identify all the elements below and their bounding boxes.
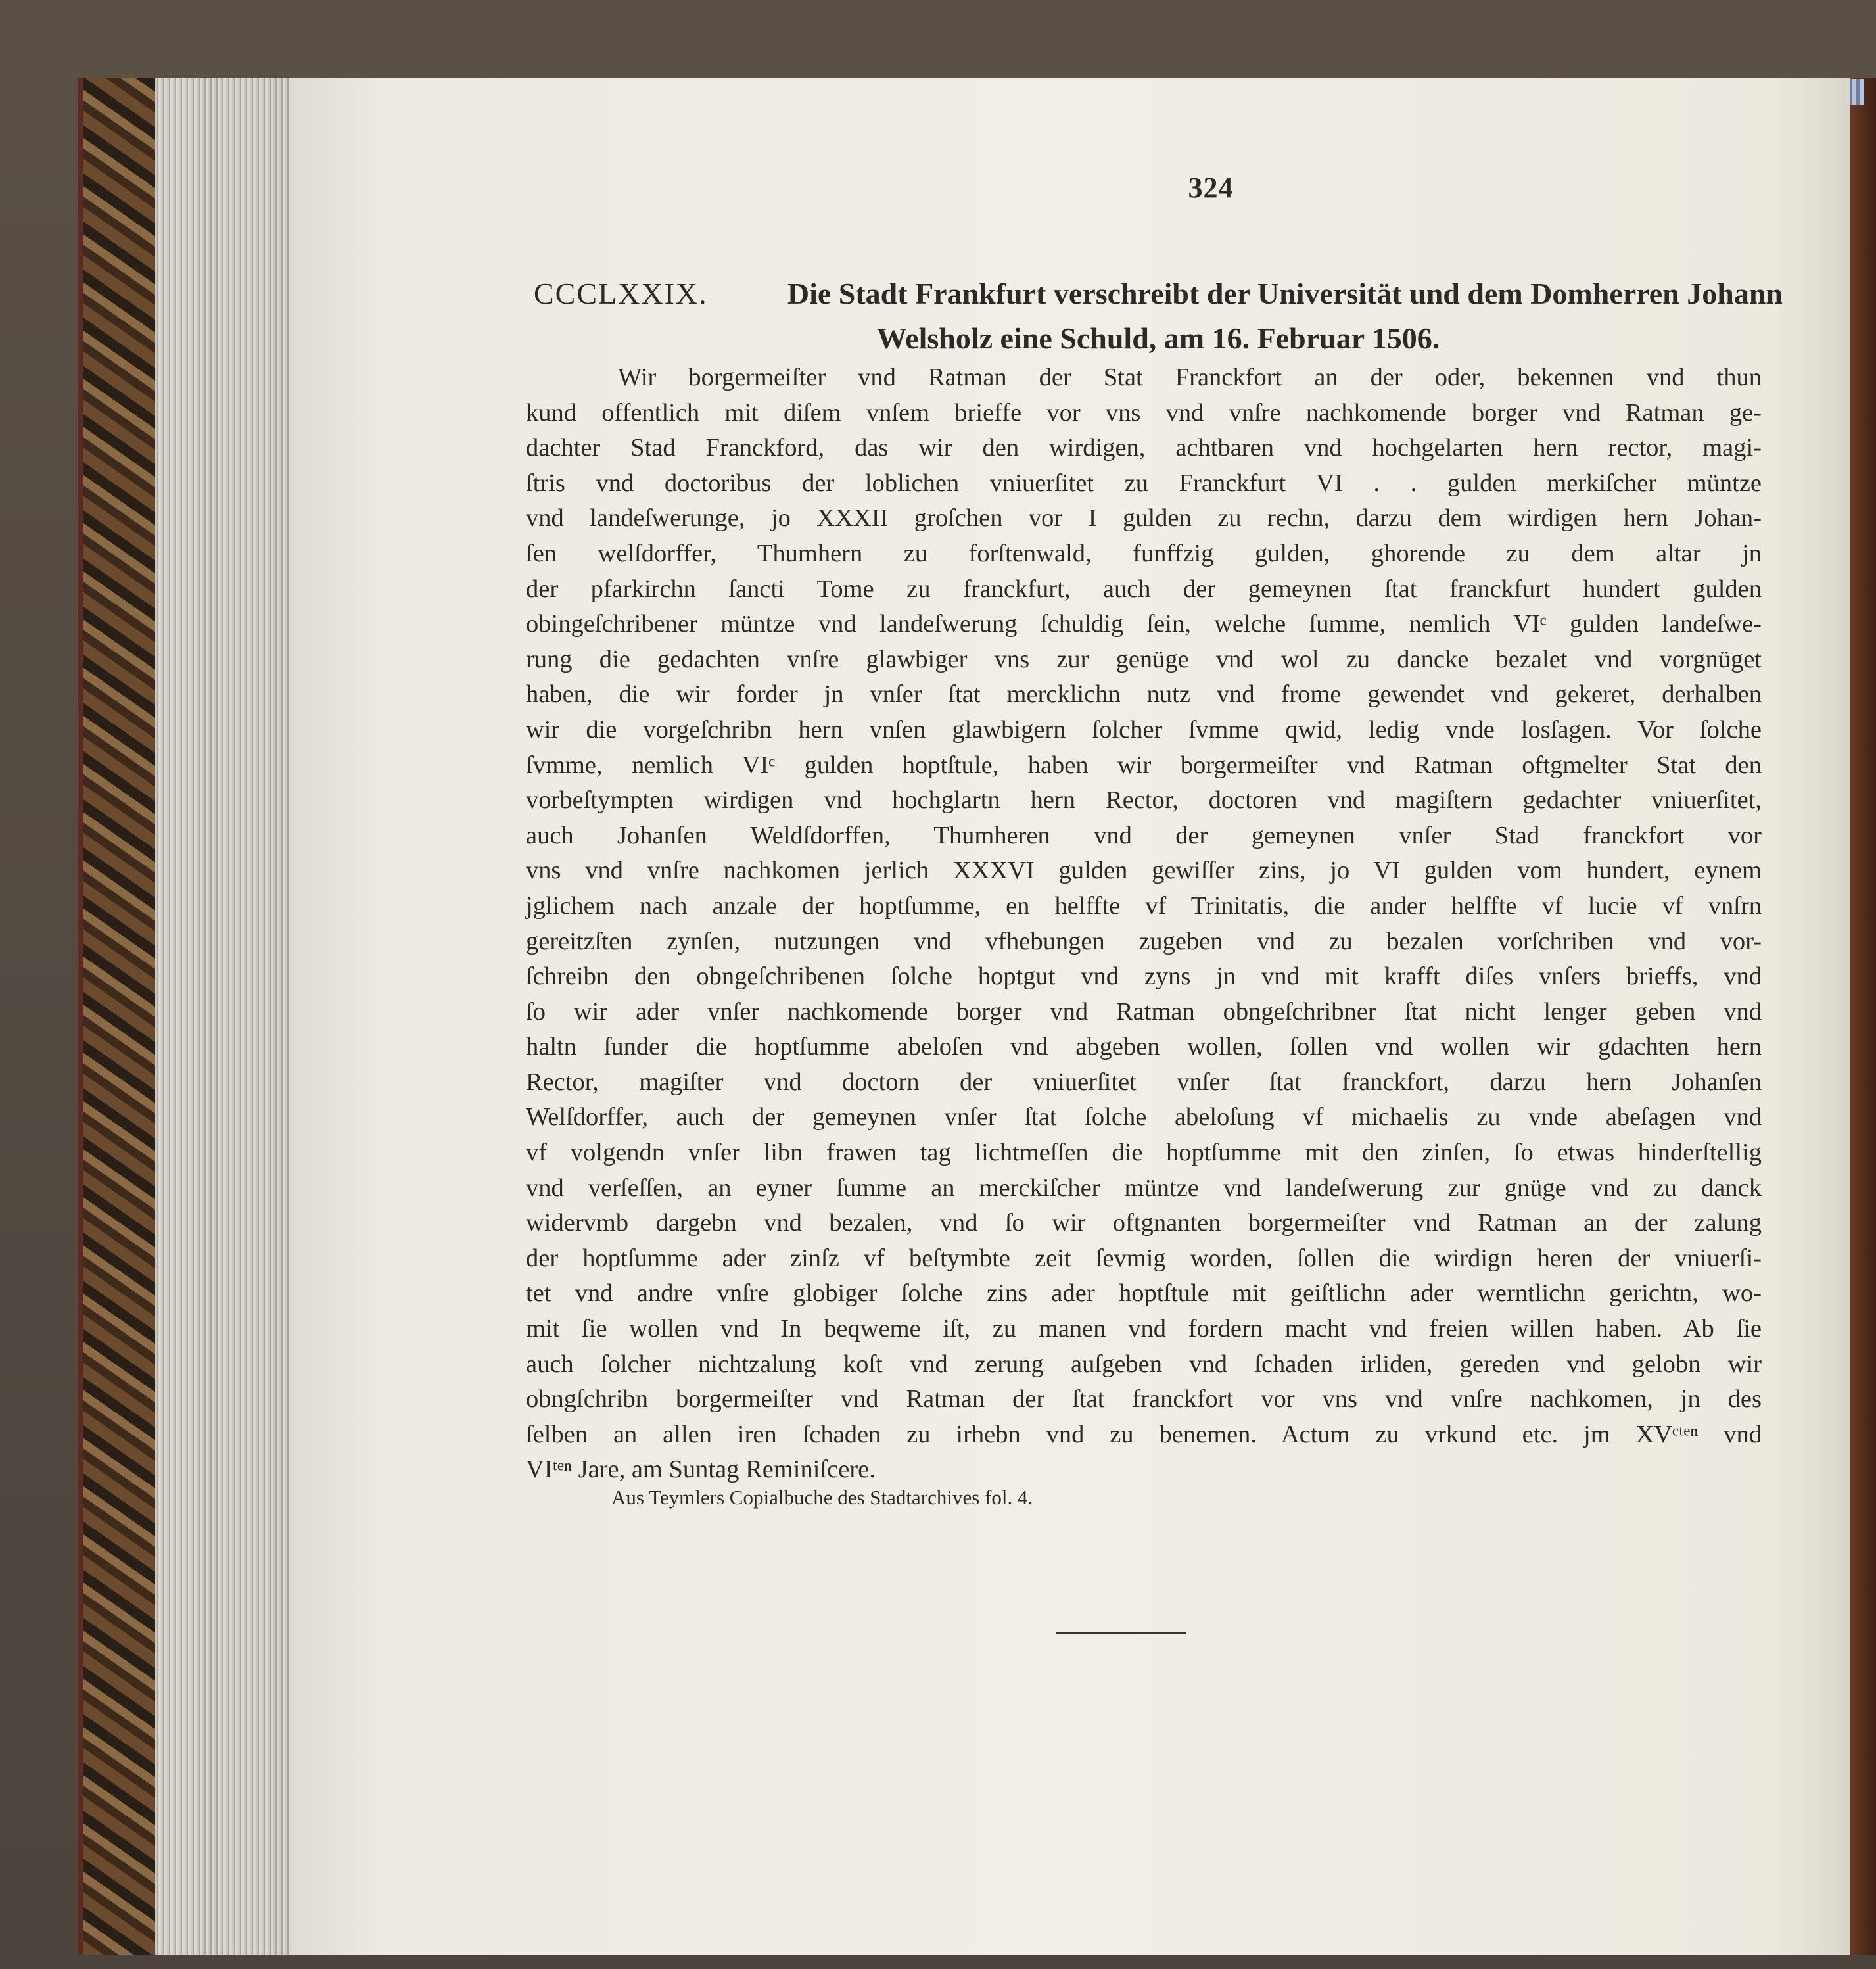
body-line: ſchreibn den obngeſchribenen ſolche hoptgut vnd zyns jn vnd mit krafft diſes vnſers brieffs, vnd — [526, 962, 1762, 991]
body-line: vnd verſeſſen, an eyner ſumme an merckiſcher müntze vnd landeſwerung zur gnüge vnd zu danck — [526, 1174, 1762, 1202]
body-line: der pfarkirchn ſancti Tome zu franckfurt, auch der gemeynen ſtat franckfurt hundert gulden — [526, 575, 1762, 603]
body-line: VIᵗᵉⁿ Jare, am Suntag Reminiſcere. — [526, 1456, 876, 1484]
page-number: 324 — [1188, 172, 1234, 204]
body-line: jglichem nach anzale der hoptſumme, en helffte vf Trinitatis, die ander helffte vf lucie vf vnſrn — [526, 891, 1762, 920]
body-line: ſvmme, nemlich VIᶜ gulden hoptſtule, haben wir borgermeiſter vnd Ratman oftgmelter Stat den — [526, 751, 1762, 779]
body-line: vnd landeſwerunge, jo XXXII groſchen vor I gulden zu rechn, darzu dem wirdigen hern Johan- — [526, 504, 1762, 533]
body-line: ſtris vnd doctoribus der loblichen vniuerſitet zu Franckfurt VI . . gulden merkiſcher müntze — [526, 469, 1762, 497]
closing-rule — [1056, 1632, 1186, 1634]
body-line: vns vnd vnſre nachkomen jerlich XXXVI gulden gewiſſer zins, jo VI gulden vom hundert, eynem — [526, 857, 1762, 885]
body-line: wir die vorgeſchribn hern vnſen glawbigern ſolcher ſvmme qwid, ledig vnde losſagen. Vor ſolche — [526, 715, 1762, 744]
body-line: obngſchribn borgermeiſter vnd Ratman der ſtat franckfort vor vns vnd vnſre nachkomen, jn des — [526, 1385, 1762, 1413]
body-line: auch ſolcher nichtzalung koſt vnd zerung auſgeben vnd ſchaden irliden, gereden vnd gelobn wir — [526, 1350, 1762, 1378]
heading-title-line-2: Welsholz eine Schuld, am 16. Februar 1506. — [876, 321, 1440, 355]
body-line: ſen welſdorffer, Thumhern zu forſtenwald, funffzig gulden, ghorende zu dem altar jn — [526, 539, 1762, 567]
body-line: rung die gedachten vnſre glawbiger vns zur genüge vnd wol zu dancke bezalet vnd vorgnüget — [526, 645, 1762, 673]
body-line: gereitzſten zynſen, nutzungen vnd vfhebungen zugeben vnd zu bezalen vorſchriben vnd vor- — [526, 927, 1762, 955]
body-line: tet vnd andre vnſre globiger ſolche zins ader hoptſtule mit geiſtlichn ader werntlichn gerichtn, wo- — [526, 1279, 1762, 1308]
heading-row-1 — [534, 272, 1783, 316]
body-line: vorbeſtympten wirdigen vnd hochglartn hern Rector, doctoren vnd magiſtern gedachter vniuerſitet, — [526, 786, 1762, 815]
body-line: Rector, magiſter vnd doctorn der vniuerſitet vnſer ſtat franckfort, darzu hern Johanſen — [526, 1068, 1762, 1096]
body-line: ſelben an allen iren ſchaden zu irhebn vnd zu benemen. Actum zu vrkund etc. jm XVᶜᵗᵉⁿ vnd — [526, 1420, 1762, 1448]
body-line: Welſdorffer, auch der gemeynen vnſer ſtat ſolche abeloſung vf michaelis zu vnde abeſagen vnd — [526, 1103, 1762, 1131]
heading-title-line-1: Die Stadt Frankfurt verschreibt der Universität und dem Domherren Johann — [787, 277, 1783, 310]
body-line: obingeſchribener müntze vnd landeſwerung ſchuldig ſein, welche ſumme, nemlich VIᶜ gulden landeſwe- — [526, 610, 1762, 638]
document-body — [526, 360, 1762, 1488]
body-line: haben, die wir forder jn vnſer ſtat mercklichn nutz vnd frome gewendet vnd gekeret, derhalben — [526, 680, 1762, 709]
body-line: haltn ſunder die hoptſumme abeloſen vnd abgeben wollen, ſollen vnd wollen wir gdachten hern — [526, 1033, 1762, 1061]
page-edges — [155, 78, 291, 1955]
body-line: Wir borgermeiſter vnd Ratman der Stat Franckfort an der oder, bekennen vnd thun — [618, 364, 1762, 391]
document-heading — [534, 272, 1783, 361]
body-line: vf volgendn vnſer libn frawen tag lichtmeſſen die hoptſumme mit den zinſen, ſo etwas hinderſtellig — [526, 1139, 1762, 1167]
body-line: auch Johanſen Weldſdorffen, Thumheren vnd der gemeynen vnſer Stad franckfort vor — [526, 821, 1762, 849]
body-line: kund offentlich mit diſem vnſem brieffe vor vns vnd vnſre nachkomende borger vnd Ratman ge- — [526, 398, 1762, 427]
body-line: mit ſie wollen vnd In beqweme iſt, zu manen vnd fordern macht vnd freien willen haben. Ab ſie — [526, 1315, 1762, 1343]
book-page — [291, 78, 1850, 1955]
document-numeral: CCCLXXIX. — [534, 277, 708, 310]
body-line: der hoptſumme ader zinſz vf beſtymbte zeit ſevmig worden, ſollen die wirdign heren der vniuerſi- — [526, 1244, 1762, 1272]
cover-right — [1850, 78, 1876, 1955]
body-line: dachter Stad Franckford, das wir den wirdigen, achtbaren vnd hochgelarten hern rector, magi- — [526, 434, 1762, 462]
body-line: ſo wir ader vnſer nachkomende borger vnd Ratman obngeſchribner ſtat nicht lenger geben vnd — [526, 997, 1762, 1026]
source-note: Aus Teymlers Copialbuche des Stadtarchives fol. 4. — [611, 1486, 1033, 1509]
body-line: widervmb dargebn vnd bezalen, vnd ſo wir oftgnanten borgermeiſter vnd Ratman an der zalung — [526, 1209, 1762, 1237]
